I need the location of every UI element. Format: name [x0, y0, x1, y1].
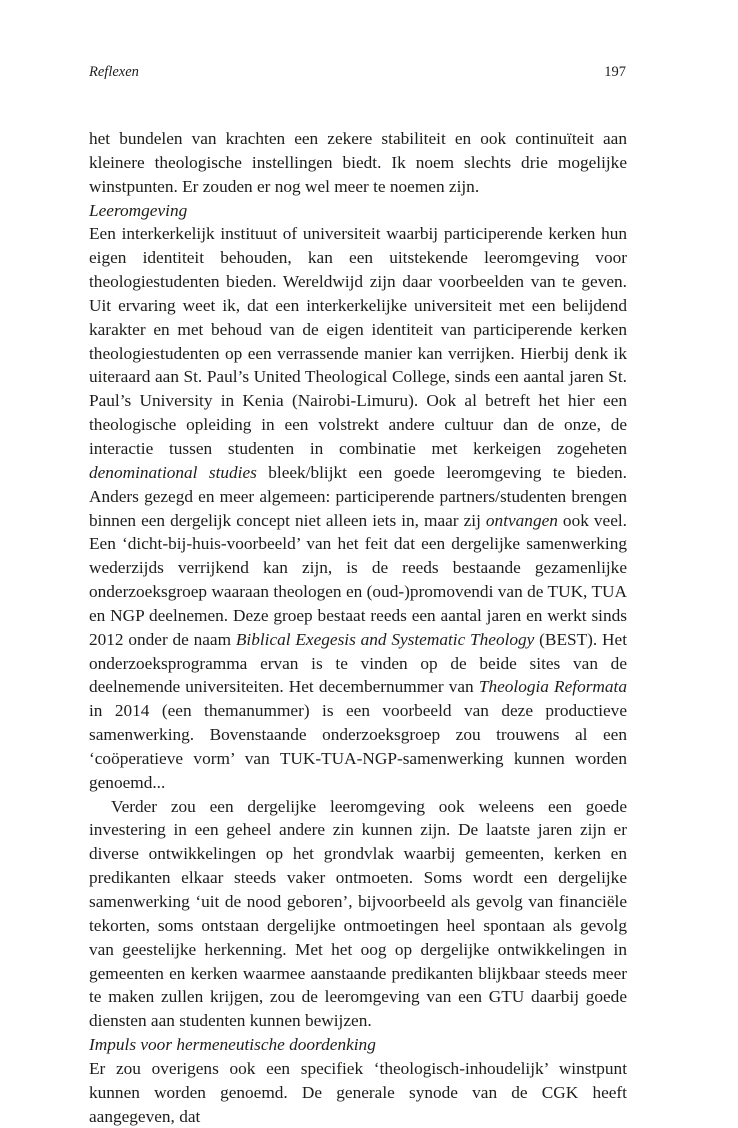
emphasis-best-title: Biblical Exegesis and Systematic Theology [235, 629, 535, 649]
text-run: (BEST). Het onderzoeksprogramma ervan is te vinden op de beide sites van de deelnemende universiteiten. Het decembernummer van [89, 629, 627, 697]
section-heading-impuls: Impuls voor hermeneutische doordenking [89, 1035, 376, 1055]
text-run: Een interkerkelijk instituut of universiteit waarbij participerende kerken hun eigen identiteit behouden, kan een uitstekende leeromgeving voor theologiestudenten bieden. Wereldwijd zijn daar voorbeelden van te geven. Uit ervaring weet ik, dat een interkerkelijke universiteit met een belijdend karakter en met behoud van de eigen identiteit van participerende kerken theologiestudenten op een verrassende manier kan verrijken. Hierbij denk ik uiteraard aan St. Paul’s United Theological College, sinds een aantal jaren St. Paul’s University in Kenia (Nairobi-Limuru). Ook al betreft het hier een theologische opleiding in een volstrekt andere cultuur dan de onze, de interactie tussen studenten in combinatie met kerkeigen zogeheten [89, 224, 627, 458]
paragraph-impuls-1: Er zou overigens ook een specifiek ‘theologisch-inhoudelijk’ winstpunt kunnen worden genoemd. De generale synode van de CGK heeft aangegeven, dat [89, 1058, 627, 1126]
emphasis-denominational-studies: denominational studies [89, 462, 257, 482]
text-run: ook veel. Een ‘dicht-bij-huis-voorbeeld’ van het feit dat een dergelijke samenwerking wederzijds verrijkend kan zijn, is de reeds bestaande gezamenlijke onderzoeksgroep waaraan theologen en (oud-)promovendi van de TUK, TUA en NGP deelnemen. Deze groep bestaat reeds een aantal jaren en werkt sinds 2012 onder de naam [89, 510, 627, 649]
emphasis-ontvangen: ontvangen [485, 510, 558, 530]
intro-paragraph: het bundelen van krachten een zekere stabiliteit en ook continuïteit aan kleinere theologische instellingen biedt. Ik noem slechts drie mogelijke winstpunten. Er zouden er nog wel meer te noemen zijn. [89, 129, 627, 196]
text-run: in 2014 (een themanummer) is een voorbeeld van deze productieve samenwerking. Bovenstaande onderzoeksgroep zou trouwens al een ‘coöperatieve vorm’ van TUK-TUA-NGP-samenwerking kunnen worden genoemd... [89, 701, 627, 792]
body-text [89, 127, 627, 1128]
running-title: Reflexen [89, 64, 139, 80]
page-number: 197 [604, 64, 626, 80]
emphasis-theologia-reformata: Theologia Reformata [478, 677, 627, 697]
section-heading-leeromgeving: Leeromgeving [89, 200, 188, 220]
paragraph-leeromgeving-1 [89, 222, 627, 794]
paragraph-leeromgeving-2: Verder zou een dergelijke leeromgeving ook weleens een goede investering in een geheel andere zin kunnen zijn. De laatste jaren zijn er diverse ontwikkelingen op het grondvlak waarbij gemeenten, kerken en predikanten elkaar steeds vaker ontmoeten. Soms wordt een dergelijke samenwerking ‘uit de nood geboren’, bijvoorbeeld als gevolg van financiële tekorten, soms ontstaan dergelijke ontmoetingen heel spontaan als gevolg van geestelijke herkenning. Met het oog op dergelijke ontwikkelingen in gemeenten en kerken waarmee aanstaande predikanten blijkbaar steeds meer te maken zullen krijgen, zou de leeromgeving van een GTU daarbij goede diensten aan studenten kunnen bewijzen. [89, 796, 627, 1031]
running-header [89, 64, 626, 81]
text-run: bleek/blijkt een goede leeromgeving te bieden. Anders gezegd en meer algemeen: participerende partners/studenten brengen binnen een dergelijk concept niet alleen iets in, maar zij [89, 462, 627, 530]
